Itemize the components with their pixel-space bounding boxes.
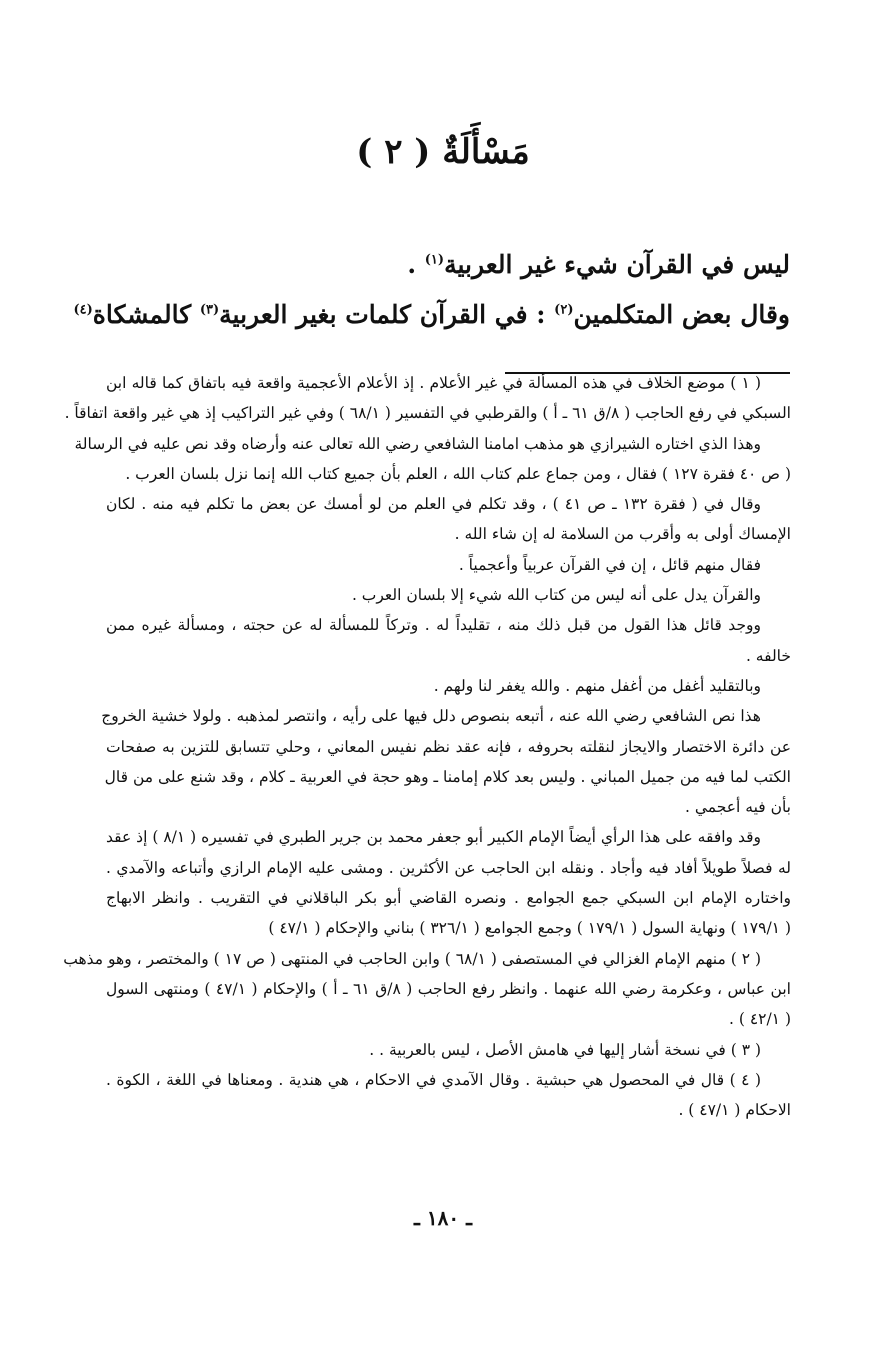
footnote-line: الكتب لما فيه من جميل المباني . وليس بعد كلام إمامنا ـ وهو حجة في العربية ـ كلام ، وقد شنع على من قال [104,767,791,786]
footnote-line: الاحكام ( ٤٧/١ ) . [678,1101,791,1120]
footnote-line: ( ١ ) موضع الخلاف في هذه المسألة في غير الأعلام . إذ الأعلام الأعجمية واقعة فيه باتفاق كما قاله ابن [106,374,761,392]
footnote-paragraph [101,701,791,822]
page-number: ـ ١٨٠ ـ [414,1206,472,1230]
footnote-ref-1: (١) [424,252,445,268]
footnote-paragraph [106,610,791,671]
footnote-line: عن دائرة الاختصار والايجاز لنقلته بحروفه ، فإنه عقد نظم نفيس المعاني ، وحلي تتسابق للتزين به صفحات [106,737,791,756]
footnote-line: خالفه . [745,646,791,665]
statement-text: ليس في القرآن شيء غير العربية [444,250,790,279]
main-statement [407,250,790,279]
footnote-line: وبالتقليد أغفل من أغفل منهم . والله يغفر لنا ولهم . [433,676,761,695]
footnote-ref-2: (٢) [554,302,574,318]
footnote-line: ( ٢ ) منهم الإمام الغزالي في المستصفى ( ٦٨/١ ) وابن الحاجب في المنتهى ( ص ١٧ ) والمختصر ، وهو مذهب [63,949,761,968]
footnote-ref-4: (٤) [73,302,93,318]
footnotes [63,368,791,1125]
statement-text: : في القرآن كلمات بغير العربية [219,300,555,329]
footnote-line: ابن عباس ، وعكرمة رضي الله عنهما . وانظر رفع الحاجب ( ٨/ق ٦١ ـ أ ) والإحكام ( ٤٧/١ ) ومنتهى السول [106,979,791,998]
footnote-line: ( ٤ ) قال في المحصول هي حبشية . وقال الآمدي في الاحكام ، هي هندية . ومعناها في اللغة ، الكوة . [106,1070,761,1089]
statement-text: وقال بعض المتكلمين [573,300,790,329]
footnote-line: هذا نص الشافعي رضي الله عنه ، أتبعه بنصوص دلل فيها على رأيه ، وانتصر لمذهبه . ولولا خشية الخروج [101,707,761,726]
footnote-line: ( ص ٤٠ فقرة ١٢٧ ) فقال ، ومن جماع علم كتاب الله ، العلم بأن جميع كتاب الله إنما نزل بلسان العرب . [125,464,791,483]
footnote-line: ( ٣ ) في نسخة أشار إليها في هامش الأصل ، ليس بالعربية . . [369,1040,761,1059]
section-title: مَسْأَلَةٌ ( ٢ ) [356,132,530,172]
footnote-paragraph [106,550,791,580]
opposing-statement [73,300,790,329]
footnote-line: والقرآن يدل على أنه ليس من كتاب الله شيء إلا بلسان العرب . [351,586,761,605]
footnote-line: ( ١٧٩/١ ) ونهاية السول ( ١٧٩/١ ) وجمع الجوامع ( ٣٢٦/١ ) بناني والإحكام ( ٤٧/١ ) [268,919,791,938]
footnote-paragraph [106,671,791,701]
footnote-paragraph [106,822,791,943]
footnote-ref-3: (٣) [199,302,220,318]
footnote-line: وهذا الذي اختاره الشيرازي هو مذهب امامنا الشافعي رضي الله تعالى عنه وأرضاه وقد نص عليه في الرسالة [74,434,761,453]
footnote-paragraph [106,489,791,550]
footnote-line: وقال في ( فقرة ١٣٢ ـ ص ٤١ ) ، وقد تكلم في العلم من لو أمسك عن بعض ما تكلم فيه منه . لكان [106,495,761,514]
footnote-paragraph [64,368,791,429]
footnote-line: له فصلاً طويلاً أفاد فيه وأجاد . ونقله ابن الحاجب عن الأكثرين . ومشى عليه الإمام الرازي وأتباعه والآمدي . [106,858,791,877]
statement-end: . [407,250,425,279]
footnote-paragraph [106,580,791,610]
footnote-line: ( ٤٢/١ ) . [728,1010,791,1029]
footnote-line: ووجد قائل هذا القول من قبل ذلك منه ، تقليداً له . وتركاً للمسألة له عن حجته ، ومسألة غيره ممن [106,616,761,635]
footnote-line: بأن فيه أعجمي . [685,798,791,817]
footnote-line: وقد وافقه على هذا الرأي أيضاً الإمام الكبير أبو جعفر محمد بن جرير الطبري في تفسيره ( ٨/١ ) إذ عقد [106,828,761,847]
footnote-line: واختاره الإمام ابن السبكي جمع الجوامع . ونصره القاضي أبو بكر الباقلاني في التقريب . وانظر الابهاج [106,889,791,908]
footnote-line: الإمساك أولى به وأقرب من السلامة له إن شاء الله . [454,525,791,544]
footnote-paragraph [63,944,791,1035]
statement-text: كالمشكاة [92,300,200,329]
footnote-line: السبكي في رفع الحاجب ( ٨/ق ٦١ ـ أ ) والقرطبي في التفسير ( ٦٨/١ ) وفي غير التراكيب إذ هي غير واقعة اتفاقاً . [64,404,791,423]
footnote-paragraph [74,429,791,490]
footnote-paragraph [106,1065,791,1126]
footnote-paragraph [106,1035,791,1065]
footnote-line: فقال منهم قائل ، إن في القرآن عربياً وأعجمياً . [458,555,761,574]
